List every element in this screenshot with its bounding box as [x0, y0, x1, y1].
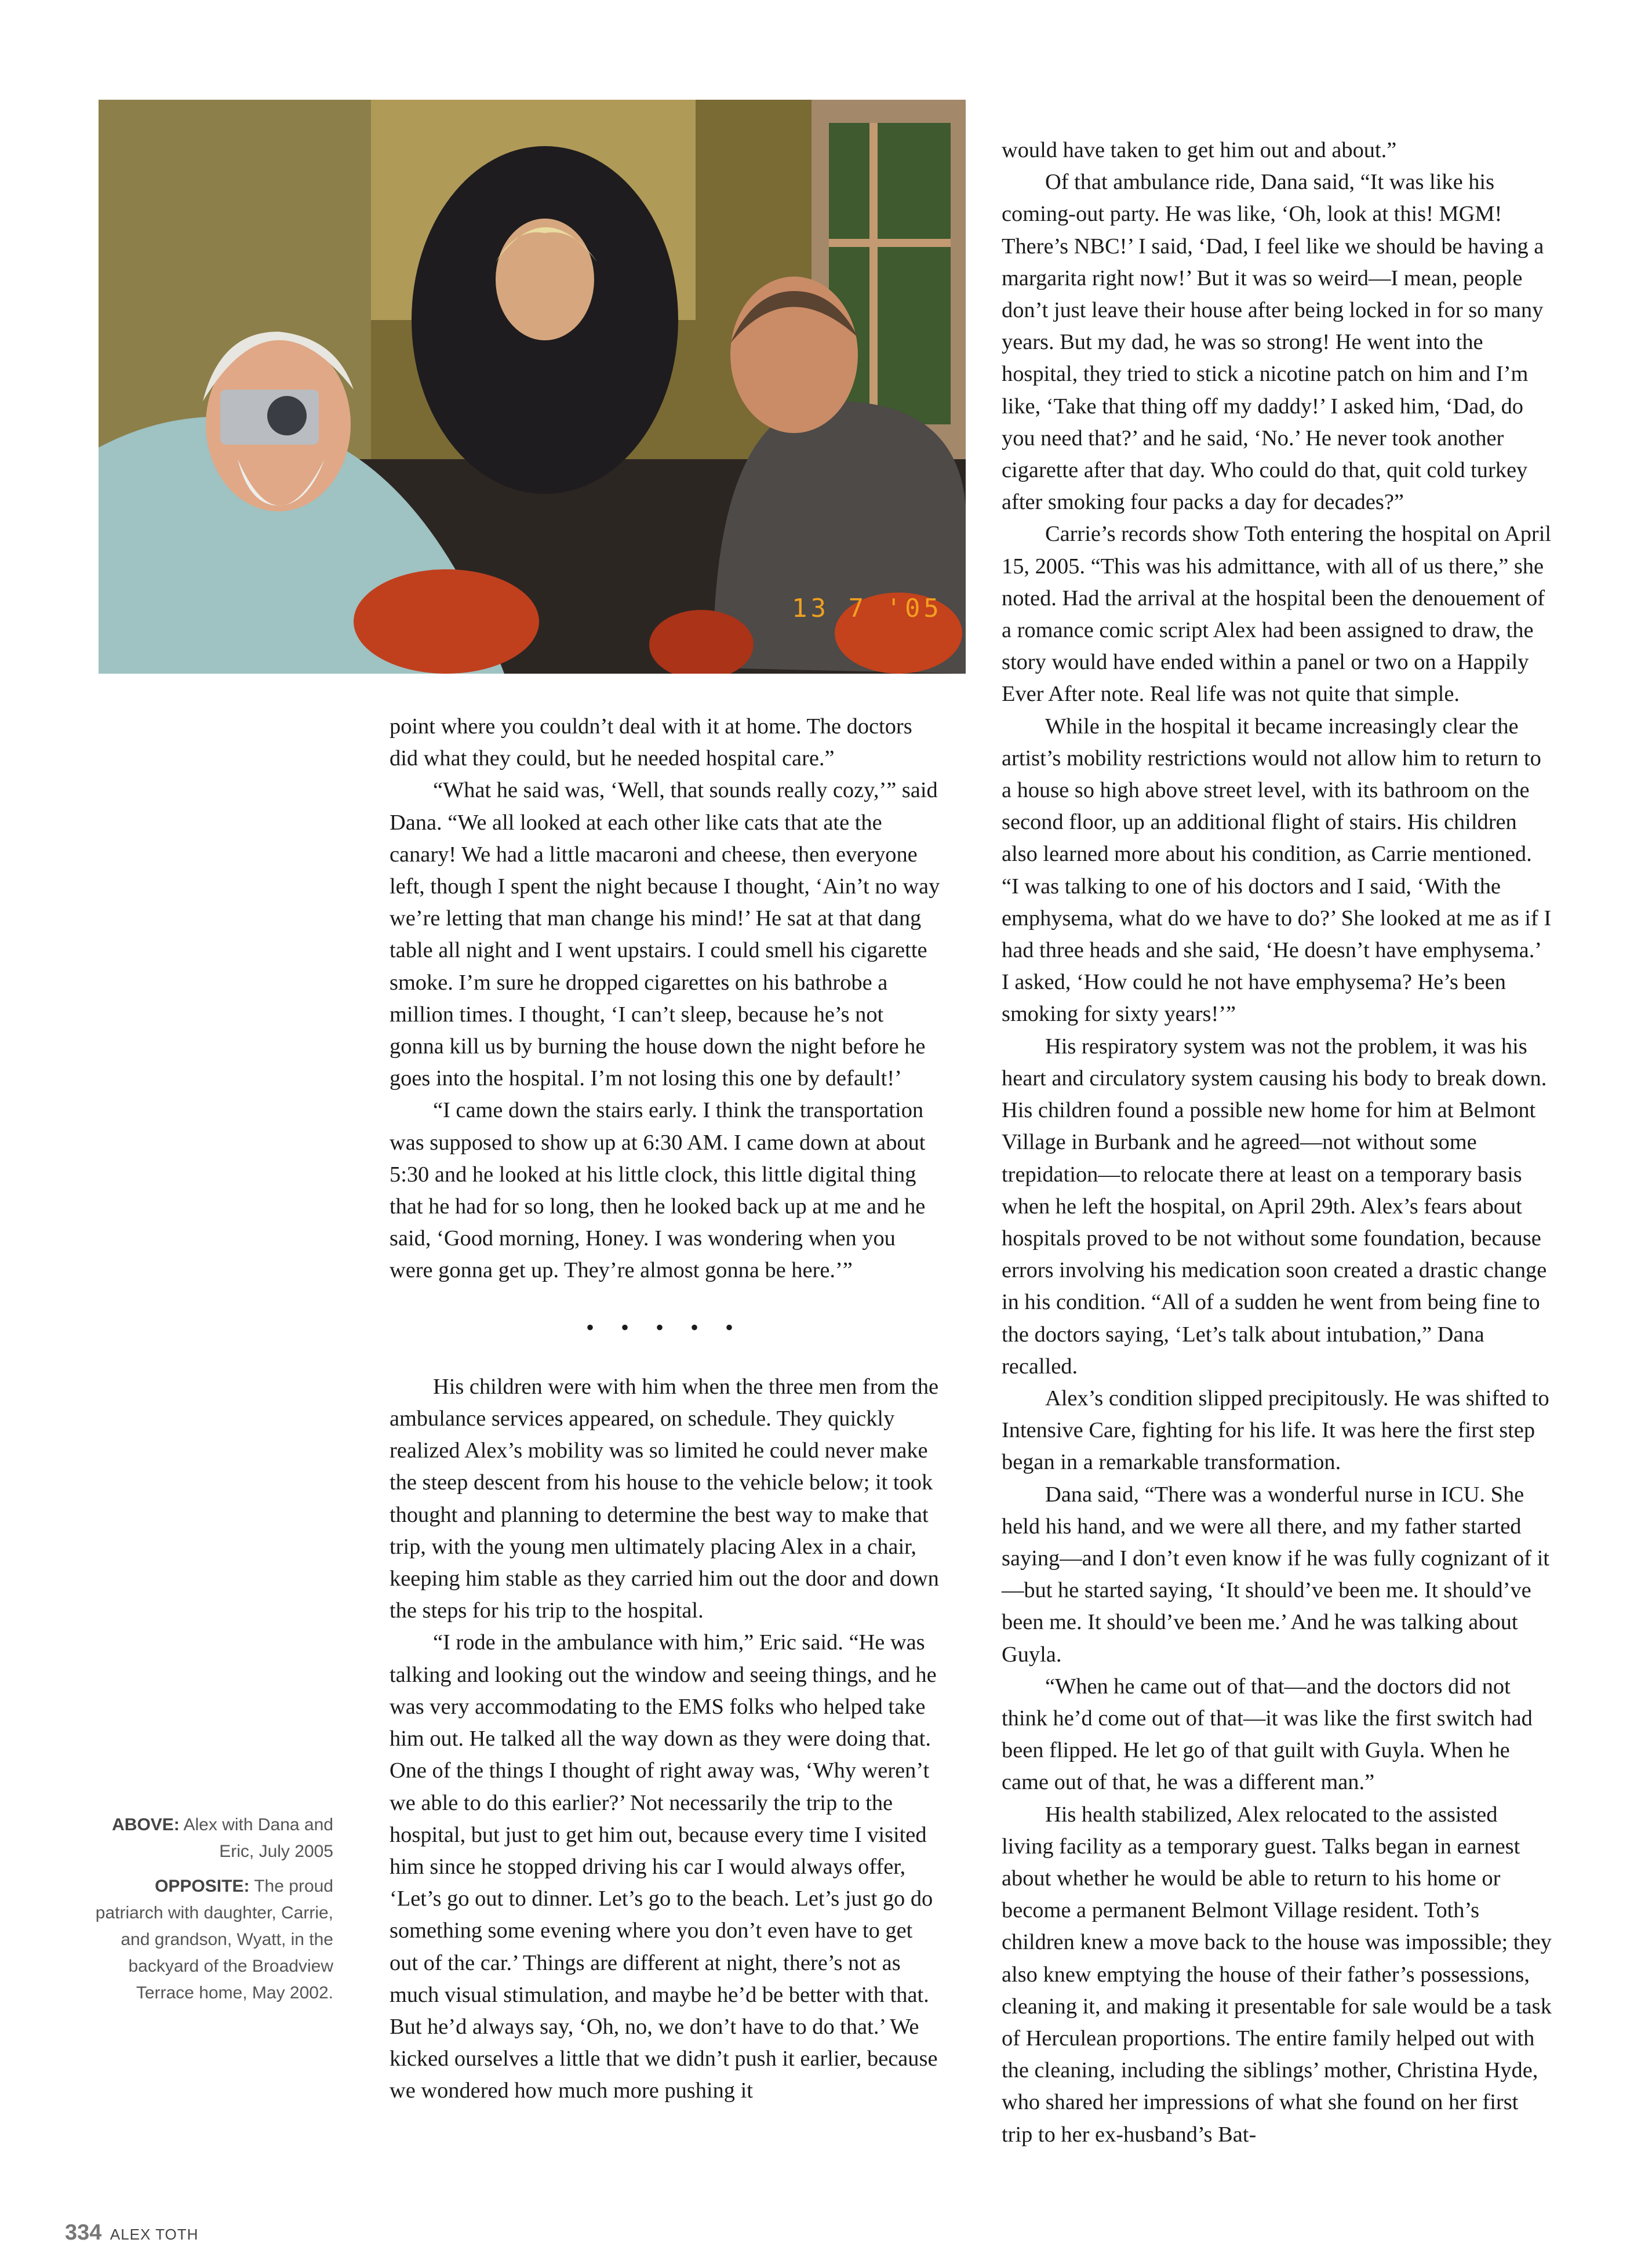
caption-opposite-label: OPPOSITE:: [155, 1877, 250, 1896]
photo-three-people-icon: [99, 100, 966, 674]
paragraph: His children were with him when the three men from the ambulance services appeared, on schedule. They quickly realized Alex’s mobility was so limited he could never make the steep descent from his house to the vehicle below; it took thought and planning to determine the best way to make that trip, with the young men ultimately placing Alex in a chair, keeping him stable as they carried him out the door and down the steps for his trip to the hospital.: [390, 1374, 939, 1623]
paragraph: His health stabilized, Alex relocated to the assisted living facility as a temporary guest. Talks began in earnest about whether he would be able to return to his home or become a permanent Belmont Village resident. Toth’s children knew a move back to the house was impossible; they also knew emptying the house of their father’s possessions, cleaning it, and making it presentable for sale would be a task of Herculean proportions. The entire family helped out with the cleaning, including the siblings’ mother, Christina Hyde, who shared her impressions of what she found on her first trip to her ex-husband’s Bat-: [1002, 1802, 1552, 2147]
right-column: [1002, 135, 1552, 2151]
book-title: ALEX TOTH: [110, 2226, 199, 2243]
caption-opposite: [93, 1873, 333, 2006]
paragraph: “When he came out of that—and the doctors did not think he’d come out of that—it was like the first switch had been flipped. He let go of that guilt with Guyla. When he came out of that, he was a different man.”: [1002, 1674, 1533, 1795]
paragraph: His respiratory system was not the problem, it was his heart and circulatory system causing his body to break down. His children found a possible new home for him at Belmont Village in Burbank and he agreed—not without some trepidation—to relocate there at least on a temporary basis when he left the hospital, on April 29th. Alex’s fears about hospitals proved to be not without some foundation, because errors involving his medication soon created a drastic change in his condition. “All of a sudden he went from being fine to the doctors saying, ‘Let’s talk about intubation,” Dana recalled.: [1002, 1034, 1547, 1379]
photo-captions: [93, 1812, 333, 2015]
paragraph: Dana said, “There was a wonderful nurse in ICU. She held his hand, and we were all there, and my father started saying—and I don’t even know if he was fully cognizant of it—but he started saying, ‘It should’ve been me. It should’ve been me. It should’ve been me.’ And he was talking about Guyla.: [1002, 1482, 1549, 1667]
paragraph: Of that ambulance ride, Dana said, “It was like his coming-out party. He was like, ‘Oh, look at this! MGM! There’s NBC!’ I said, ‘Dad, I feel like we should be having a margarita right now!’ But it was so weird—I mean, people don’t just leave their house after being locked in for so many years. But my dad, he was so strong! He went into the hospital, they tried to stick a nicotine patch on him and I’m like, ‘Take that thing off my daddy!’ I asked him, ‘Dad, do you need that?’ and he said, ‘No.’ He never took another cigarette after that day. Who could do that, quit cold turkey after smoking four packs a day for decades?”: [1002, 170, 1544, 515]
section-break-ornament: • • • • •: [585, 1314, 744, 1340]
page-footer: [65, 2220, 198, 2245]
paragraph: While in the hospital it became increasingly clear the artist’s mobility restrictions would not allow him to return to a house so high above street level, with its bathroom on the second floor, up an additional flight of stairs. His children also learned more about his condition, as Carrie mentioned. “I was talking to one of his doctors and I said, ‘With the emphysema, what do we have to do?’ She looked at me as if I had three heads and she said, ‘He doesn’t have emphysema.’ I asked, ‘How could he not have emphysema? He’s been smoking for sixty years!’”: [1002, 714, 1552, 1027]
paragraph: point where you couldn’t deal with it at home. The doctors did what they could, but he needed hospital care.”: [390, 714, 912, 771]
caption-above-label: ABOVE:: [112, 1815, 180, 1834]
caption-opposite-text: The proud patriarch with daughter, Carrie, and grandson, Wyatt, in the backyard of the Broadview Terrace home, May 2002.: [95, 1877, 333, 2002]
caption-above: [93, 1812, 333, 1865]
paragraph: Alex’s condition slipped precipitously. He was shifted to Intensive Care, fighting for his life. It was here the first step began in a remarkable transformation.: [1002, 1386, 1549, 1475]
photo: [99, 100, 966, 674]
photo-date-stamp: 13 7 '05: [792, 594, 943, 623]
paragraph: would have taken to get him out and about.”: [1002, 138, 1397, 162]
caption-above-text: Alex with Dana and Eric, July 2005: [183, 1815, 333, 1861]
paragraph: “I came down the stairs early. I think the transportation was supposed to show up at 6:30 AM. I came down at about 5:30 and he looked at his little clock, this little digital thing that he had for so long, then he looked back up at me and he said, ‘Good morning, Honey. I was wondering when you were gonna get up. They’re almost gonna be here.’”: [390, 1098, 926, 1283]
middle-column: [390, 711, 940, 2107]
paragraph: “I rode in the ambulance with him,” Eric said. “He was talking and looking out the window and seeing things, and he was very accommodating to the EMS folks who helped take him out. He talked all the way down as they were doing that. One of the things I thought of right away was, ‘Why weren’t we able to do this earlier?’ Not necessarily the trip to the hospital, but just to get him out, because every time I visited him since he stopped driving his car I would always offer, ‘Let’s go out to dinner. Let’s go to the beach. Let’s just go do something some evening where you don’t even have to get out of the car.’ Things are different at night, there’s not as much visual stimulation, and maybe he’d be better with that. But he’d always say, ‘Oh, no, we don’t have to do that.’ We kicked ourselves a little that we didn’t push it earlier, because we wondered how much more pushing it: [390, 1630, 938, 2103]
page-number: 334: [65, 2220, 102, 2245]
paragraph: “What he said was, ‘Well, that sounds really cozy,’” said Dana. “We all looked at each other like cats that ate the canary! We had a little macaroni and cheese, then everyone left, though I spent the night because I thought, ‘Ain’t no way we’re letting that man change his mind!’ He sat at that dang table all night and I went upstairs. I could smell his cigarette smoke. I’m sure he dropped cigarettes on his bathrobe a million times. I thought, ‘I can’t sleep, because he’s not gonna kill us by burning the house down the night before he goes into the hospital. I’m not losing this one by default!’: [390, 778, 940, 1091]
paragraph: Carrie’s records show Toth entering the hospital on April 15, 2005. “This was his admittance, with all of us there,” she noted. Had the arrival at the hospital been the denouement of a romance comic script Alex had been assigned to draw, the story would have ended within a panel or two on a Happily Ever After note. Real life was not quite that simple.: [1002, 522, 1552, 707]
